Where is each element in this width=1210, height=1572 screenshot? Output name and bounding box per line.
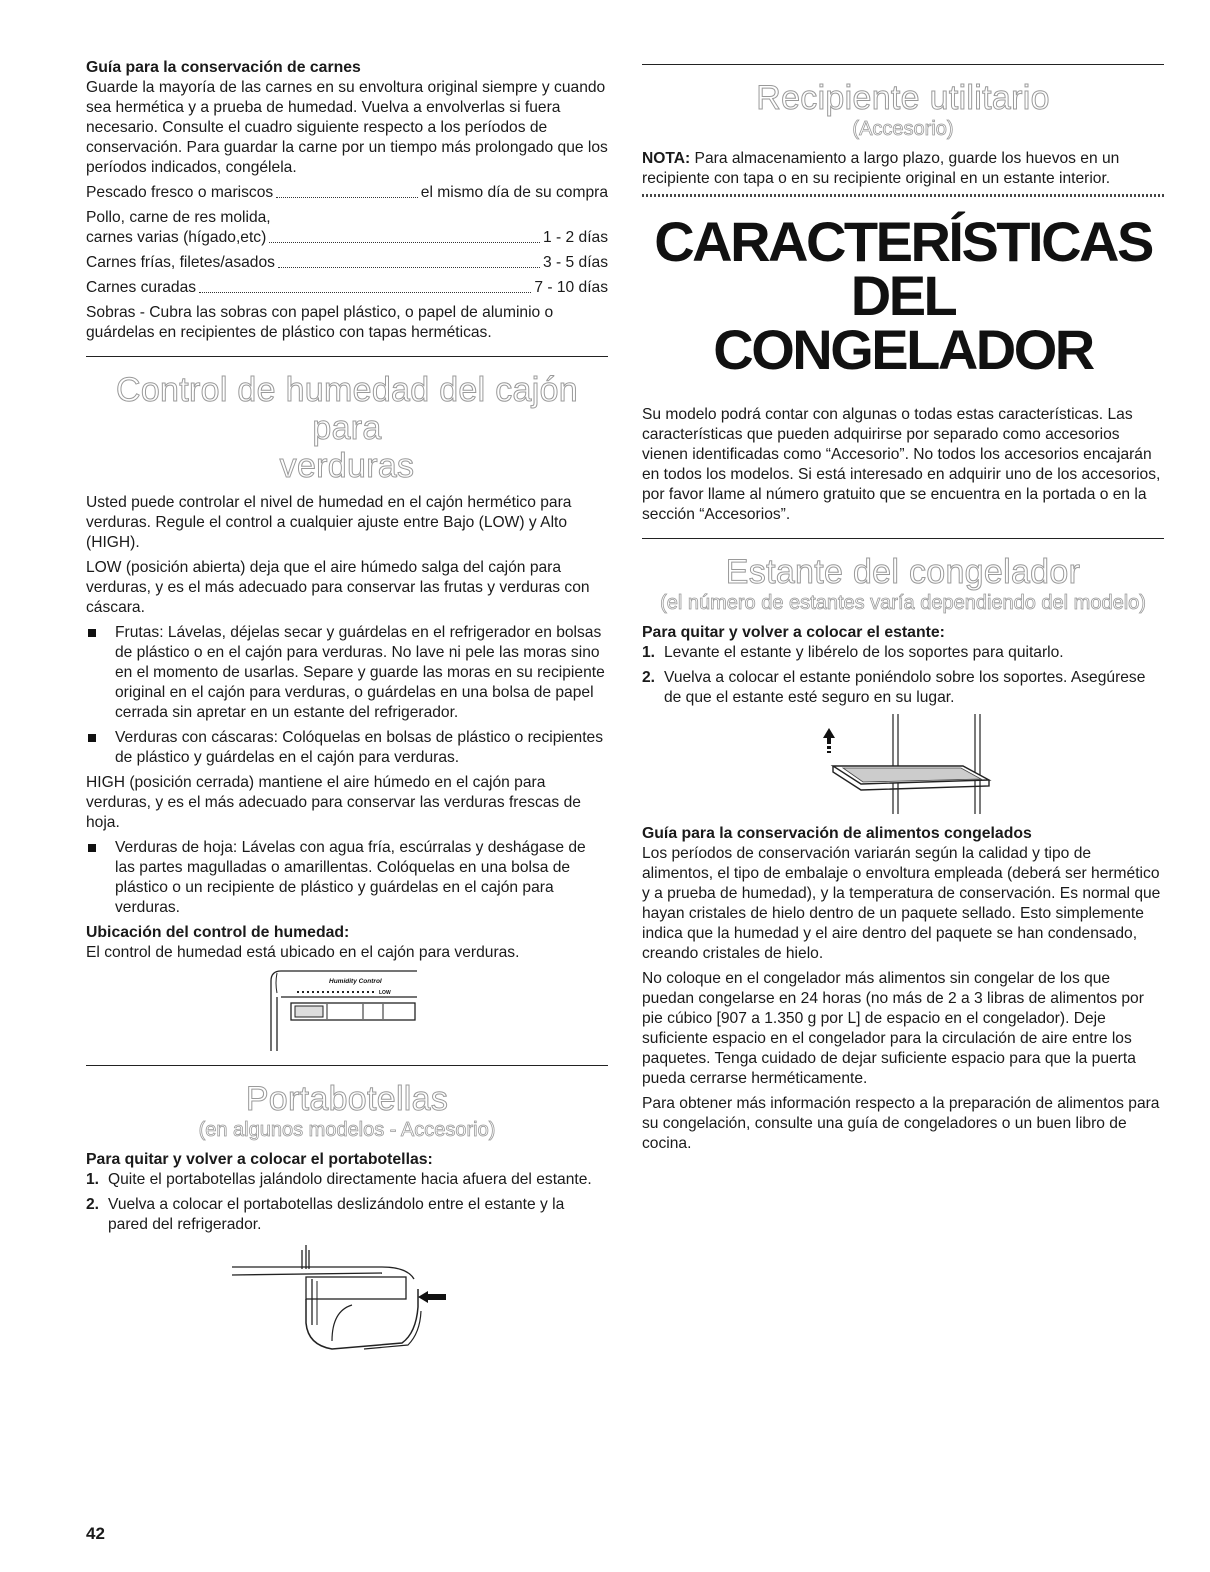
note-label: NOTA: (642, 150, 691, 167)
meat-item: Pescado fresco o mariscos (86, 184, 274, 201)
humidity-paragraph-3: HIGH (posición cerrada) mantiene el aire húmedo en el cajón para verduras, y es el más adecuado para conservar las verduras frescas de hoja. (86, 774, 581, 831)
list-item: Verduras de hoja: Lávelas con agua fría, escúrralas y deshágase de las partes magulladas o amarillentas. Colóquelas en una bolsa de plástico o un recipiente de plástico y guárdelas en el cajón para verduras. (86, 838, 608, 918)
frozen-paragraph-3: Para obtener más información respecto a la preparación de alimentos para su congelación, consulte una guía de congeladores o un buen libro de cocina. (642, 1095, 1160, 1152)
utility-bin-subtitle: (Accesorio) (852, 118, 954, 140)
bottle-rack-illustration (86, 1245, 608, 1355)
features-intro: Su modelo podrá contar con algunas o todas estas características. Las características que pueden adquirirse por separado como accesorios vienen identificadas como “Accesorio”. No todos los accesorios encajarán en todos los modelos. Si está interesado en adquirir uno de los accesorios, por favor llame al número gratuito que se encuentra en la portada o en la sección “Accesorios”. (642, 406, 1161, 523)
meat-guide-heading: Guía para la conservación de carnes (86, 59, 361, 76)
meat-period: 7 - 10 días (534, 279, 608, 296)
meat-period: 1 - 2 días (542, 229, 608, 246)
frozen-paragraph-2: No coloque en el congelador más alimentos sin congelar de los que puedan congelarse en 24 horas (no más de 2 a 3 libras de alimentos por pie cúbico [907 a 1.350 g por L] de espacio en el congelador). Deje suficiente espacio en el congelador para la circulación de aire entre los paquetes. Tenga cuidado de dejar suficiente espacio para que la puerta pueda cerrarse herméticamente. (642, 970, 1144, 1087)
bottle-rack-subtitle: (en algunos modelos - Accesorio) (198, 1119, 496, 1141)
bullet-icon (88, 844, 96, 852)
meat-item: Carnes frías, filetes/asados (86, 254, 275, 271)
list-item: 1. Levante el estante y libérelo de los soportes para quitarlo. (642, 644, 1064, 661)
humidity-fig-label: Humidity Control (329, 978, 382, 985)
high-bullet-list (86, 838, 608, 918)
bullet-icon (88, 734, 96, 742)
humidity-location-text: El control de humedad está ubicado en el cajón para verduras. (86, 944, 520, 961)
meat-row-chicken (86, 228, 608, 248)
humidity-section-title-line2: verduras (279, 447, 415, 485)
freezer-shelf-title: Estante del congelador (725, 553, 1081, 591)
frozen-paragraph-1: Los períodos de conservación variarán según la calidad y tipo de alimentos, el tipo de embalaje o envoltura empleada (deberá ser hermético y a prueba de humedad), y la temperatura de conservación. Es normal que hayan cristales de hielo dentro de un paquete sellado. Esto simplemente indica que la humedad y el aire dentro del paquete se han condensado, creando cristales de hielo. (642, 845, 1161, 962)
frozen-guide-heading: Guía para la conservación de alimentos congelados (642, 825, 1032, 842)
low-bullet-list (86, 623, 608, 768)
section-divider (86, 356, 608, 357)
page-title (642, 210, 1164, 381)
list-item: 2. Vuelva a colocar el portabotellas deslizándolo entre el estante y la pared del refrigerador. (86, 1196, 565, 1233)
note-text: Para almacenamiento a largo plazo, guarde los huevos en un recipiente con tapa o en su recipiente original en un estante interior. (642, 150, 1120, 187)
page-title-line2: CONGELADOR (713, 318, 1093, 381)
page-number: 42 (86, 1524, 105, 1543)
bottle-rack-icon (232, 1245, 462, 1355)
freezer-shelf-subtitle: (el número de estantes varía dependiendo del modelo) (660, 592, 1146, 614)
section-divider (86, 1065, 608, 1066)
list-item: 1. Quite el portabotellas jalándolo directamente hacia afuera del estante. (86, 1171, 592, 1188)
section-divider (642, 538, 1164, 539)
humidity-section-title-line1: Control de humedad del cajón para (115, 371, 579, 447)
bottle-rack-title: Portabotellas (245, 1080, 449, 1118)
bottle-rack-heading: Para quitar y volver a colocar el portabotellas: (86, 1151, 433, 1168)
utility-bin-title: Recipiente utilitario (756, 79, 1050, 117)
meat-row-pre: Pollo, carne de res molida, (86, 209, 271, 226)
list-item: Verduras con cáscaras: Colóquelas en bolsas de plástico o recipientes de plástico y guárdelas en el cajón para verduras. (86, 728, 608, 768)
meat-period: el mismo día de su compra (420, 184, 608, 201)
humidity-control-icon (267, 969, 427, 1051)
list-item: Frutas: Lávelas, déjelas secar y guárdelas en el refrigerador en bolsas de plástico o en el cajón para verduras. No lave ni pele las moras sino en el momento de usarlas. Separe y guarde las moras en su recipiente original en el cajón para verduras, o guárdelas en una bolsa de papel cerrada sin apretar en un estante del refrigerador. (86, 623, 608, 723)
meat-item: Carnes curadas (86, 279, 197, 296)
humidity-paragraph-1: Usted puede controlar el nivel de humedad en el cajón hermético para verduras. Regule el control a cualquier ajuste entre Bajo (LOW) y Alto (HIGH). (86, 494, 572, 551)
humidity-fig-low: LOW (379, 990, 391, 996)
hatched-divider (642, 194, 1164, 197)
freezer-shelf-steps (642, 643, 1164, 708)
freezer-shelf-illustration (642, 714, 1164, 814)
leftovers-text: Sobras - Cubra las sobras con papel plástico, o papel de aluminio o guárdelas en recipientes de plástico con tapas herméticas. (86, 304, 554, 341)
humidity-paragraph-2: LOW (posición abierta) deja que el aire húmedo salga del cajón para verduras, y es el más adecuado para conservar las frutas y verduras con cáscara. (86, 559, 590, 616)
meat-row-cold-cuts (86, 253, 608, 273)
meat-guide-intro: Guarde la mayoría de las carnes en su envoltura original siempre y cuando sea hermética y a prueba de humedad. Vuelva a envolverlas si fuera necesario. Consulte el cuadro siguiente respecto a los períodos de conservación. Para guardar la carne por un tiempo más prolongado que los períodos indicados, congélela. (86, 79, 608, 176)
meat-period: 3 - 5 días (542, 254, 608, 271)
meat-item: carnes varias (hígado,etc) (86, 229, 267, 246)
section-divider (642, 64, 1164, 65)
meat-row-fish (86, 183, 608, 203)
page-title-line1: CARACTERÍSTICAS DEL (654, 210, 1152, 327)
left-column (86, 58, 608, 1365)
list-item: 2. Vuelva a colocar el estante poniéndolo sobre los soportes. Asegúrese de que el estante esté seguro en su lugar. (642, 669, 1146, 706)
freezer-shelf-heading: Para quitar y volver a colocar el estante: (642, 624, 945, 641)
utility-note (642, 149, 1164, 189)
humidity-location-heading: Ubicación del control de humedad: (86, 924, 350, 941)
right-column (642, 64, 1164, 1159)
humidity-control-illustration (86, 969, 608, 1051)
freezer-shelf-icon (813, 714, 993, 814)
meat-row-cured (86, 278, 608, 298)
bullet-icon (88, 629, 96, 637)
bottle-rack-steps (86, 1170, 608, 1235)
